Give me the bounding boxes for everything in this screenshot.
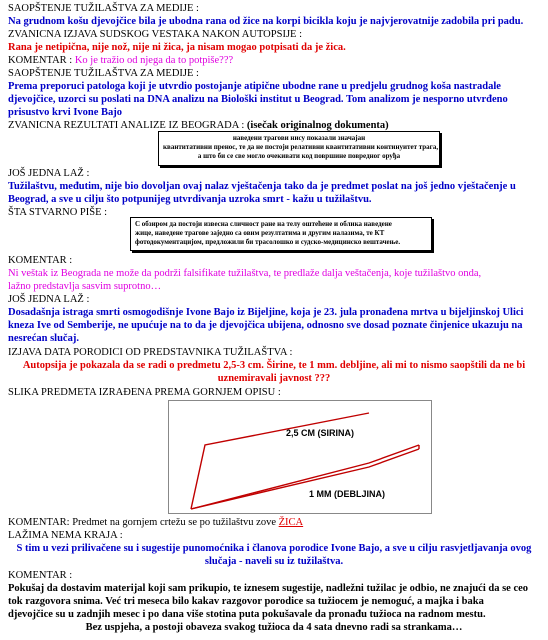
analysis-note: (isečak originalnog dokumenta) (246, 120, 389, 131)
doc2-line: фотодокументацијом, предложили би трасолошко и судско-медицинско вештачење. (135, 238, 401, 246)
object-drawing-svg (169, 401, 431, 513)
comment-2b: lažno predstavlja sasvim suprotno… (8, 281, 162, 292)
comment-line-1 (8, 54, 233, 67)
width-label: 2,5 CM (SIRINA) (286, 428, 355, 438)
heading-comment-2: KOMENTAR : (8, 255, 73, 266)
suggestions-text-b: slučaja - naveli su iz tužilaštva. (204, 556, 344, 567)
object-comment: KOMENTAR: Predmet na gornjem crtežu se po tužilaštvu zove (8, 517, 279, 528)
heading-family-statement: IZJAVA DATA PORODICI OD PREDSTAVNIKA TUŽILAŠTVA : (8, 347, 293, 358)
expert-quote: Rana je netipična, nije nož, nije ni žica, ja nisam mogao potpisati da je žica. (8, 42, 346, 53)
statement-text-2c: prisustvo krvi Ivone Bajo (8, 107, 123, 118)
object-name-link[interactable]: ŽICA (278, 517, 304, 528)
lie-text-2b: kneza Ive od Semberije, ne upućuje na to da je djevojčica ubijena, odnosno sve dosad poznate činjenice ukazuju na (8, 320, 523, 331)
family-statement-b: uznemiravali javnost ??? (217, 373, 331, 384)
comment-2a: Ni veštak iz Beograda ne može da podrži falsifikate tužilaštva, te predlaže dalja veštačenja, koje tužilaštvo onda, (8, 268, 482, 279)
statement-text-2b: djevojčice, uzorci su poslati na DNA analizu na Biološki institut u Beograd. Tom analizom je nesporno utvrđeno (8, 94, 508, 105)
document-excerpt-2 (130, 217, 432, 251)
comment-text: Ko je tražio od njega da to potpiše??? (74, 55, 234, 66)
heading-prosecution-statement-1: SAOPŠTENJE TUŽILAŠTVA ZA MEDIJE : (8, 3, 199, 14)
object-outline-bottom (191, 445, 419, 509)
doc2-line: С обзиром да постоји извесна сличност ране на телу оштећене и облика наведене (135, 220, 392, 228)
doc1-line: а што би се све могло очекивати код површине повредног оруђа (197, 152, 401, 160)
lie-text-1a: Tužilaštvu, međutim, nije bio dovoljan ovaj nalaz vještačenja tako da je predmet poslat na još jedno vještačenje u (8, 181, 516, 192)
lie-text-2a: Dosadašnja istraga smrti osmogodišnje Ivone Bajo iz Bijeljine, koja je 23. jula pronađena mrtva u bijeljinskoj Ulici (8, 307, 524, 318)
document-excerpt-1 (158, 131, 440, 166)
thickness-label: 1 MM (DEBLJINA) (309, 489, 385, 499)
heading-what-it-says: ŠTA STVARNO PIŠE : (8, 207, 108, 218)
final-comment-b: tok razgovora snima. Već tri meseca bilo kakav razgovor porodice sa tužiocem je nemoguć, a majka i baka (8, 596, 484, 607)
final-comment-c: djevojčice su u zadnjih mesec i po dana više stotina puta pokušavale da pronađu tužioca na radnom mestu. (8, 609, 486, 620)
heading-another-lie-1: JOŠ JEDNA LAŽ : (8, 168, 90, 179)
heading-expert-statement: ZVANICNA IZJAVA SUDSKOG VESTAKA NAKON AUTOPSIJE : (8, 29, 302, 40)
analysis-heading: ZVANICNA REZULTATI ANALIZE IZ BEOGRADA : (8, 120, 247, 131)
heading-another-lie-2: JOŠ JEDNA LAŽ : (8, 294, 90, 305)
statement-text-2a: Prema preporuci patologa koji je utvrdio postojanje atipične ubodne rane u predjelu grudnog koša nastradale (8, 81, 501, 92)
comment-object-name (8, 516, 303, 529)
heading-prosecution-statement-2: SAOPŠTENJE TUŽILAŠTVA ZA MEDIJE : (8, 68, 199, 79)
doc2-line: жице, наведене трагове заједно са овим резултатима и другим налазима, те КТ (135, 229, 385, 237)
lie-text-2c: nesrećan slučaj. (8, 333, 79, 344)
heading-no-end-lies: LAŽIMA NEMA KRAJA : (8, 530, 123, 541)
object-drawing (168, 400, 432, 514)
family-statement-a: Autopsija je pokazala da se radi o predmetu 2,5-3 cm. Širine, te 1 mm. debljine, ali mi to nismo saopštili da ne bi (22, 360, 526, 371)
doc1-line: наведени трагови нису показали значајан (232, 134, 366, 142)
final-comment-d: Bez uspjeha, a postoji obaveza svakog tužioca da 4 sata dnevno radi sa strankama… (85, 622, 463, 633)
doc1-line: квантитативни пренос, те да не постоји релативни квантитативни континуитет трага, (163, 143, 439, 151)
comment-label: KOMENTAR : (8, 55, 75, 66)
heading-object-picture: SLIKA PREDMETA IZRAĐENA PREMA GORNJEM OPISU : (8, 387, 281, 398)
final-comment-a: Pokušaj da dostavim materijal koji sam prikupio, te iznesem sugestije, nadležni tužilac je odbio, ne znajući da se ceo (8, 583, 529, 594)
suggestions-text-a: S tim u vezi prilivačene su i sugestije punomoćnika i članova porodice Ivone Bajo, a sve u cilju rasvjetljavanja ovog (16, 543, 532, 554)
statement-text-1: Na grudnom košu djevojčice bila je ubodna rana od žice na korpi bicikla koju je najvjerovatnije zadobila pri padu. (8, 16, 524, 27)
heading-comment-3: KOMENTAR : (8, 570, 73, 581)
lie-text-1b: Beograd, a sve u cilju što potpunijeg utvrdivanja uzroka smrt - kažu u tužilaštvu. (8, 194, 372, 205)
